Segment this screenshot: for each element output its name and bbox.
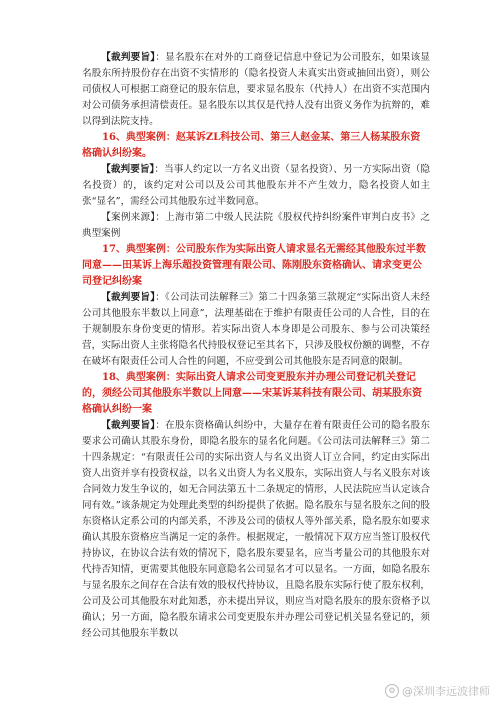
paragraph-case-source (82, 210, 430, 242)
paragraph-ruling-summary-2 (82, 162, 430, 210)
paragraph-ruling-summary-1 (82, 50, 430, 130)
paragraph-text: ：《公司法司法解释三》第二十四条第三款规定“实际出资人未经公司其他股东半数以上同意”，法理基础在于维护有限责任公司的人合性，目的在于规制股东身份变更的情形。若实际出资人本身即是公司股东、参与公司决策经营，实际出资人主张将隐名代持股权登记至其名下，只涉及股权份额的调整，不存在破坏有限责任公司人合性的问题，不应受到公司其他股东是否同意的限制。 (82, 292, 431, 367)
paragraph-text: ：上海市第二中级人民法院《股权代持纠纷案件审判白皮书》之典型案例 (82, 212, 431, 239)
watermark (385, 683, 490, 699)
paragraph-text: ：显名股东在对外的工商登记信息中登记为公司股东，如果该显名股东所持股份存在出资不实情形的（隐名投资人未真实出资或抽回出资），则公司债权人可根据工商登记的股东信息，要求显名股东（代持人）在出资不实范围内对公司债务承担清偿责任。显名股东以其仅是代持人没有出资义务作为抗辩的，难以得到法院支持。 (82, 52, 431, 127)
gear-icon: ⚙ (385, 684, 399, 698)
source-tag: 【案例来源】 (101, 212, 156, 223)
ruling-tag: 【裁判要旨】 (101, 164, 155, 175)
paragraph-ruling-summary-3 (82, 290, 430, 370)
case-heading-16: 16、典型案例：赵某诉ZL科技公司、第三人赵金某、第三人杨某股东资格确认纠纷案。 (82, 132, 421, 159)
paragraph-text: ：在股东资格确认纠纷中，大量存在着有限责任公司的隐名股东要求公司确认其股东身份，即隐名股东的显名化问题。《公司法司法解释三》第二十四条规定：“有限责任公司的实际出资人与名义出资人订立合同，约定由实际出资人出资并享有投资权益，以名义出资人为名义股东，实际出资人与名义股东对该合同效力发生争议的，如无合同法第五十二条规定的情形，人民法院应当认定该合同有效。”该条规定为处理此类型的纠纷提供了依据。隐名股东与显名股东之间的股东资格认定系公司的内部关系，不涉及公司的债权人等外部关系，隐名股东如要求确认其股东资格应当满足一定的条件。根据规定，一般情况下双方应当签订股权代持协议，在协议合法有效的情况下，隐名股东要显名，应当考量公司的其他股东对代持否知情，更需要其他股东同意隐名公司显名才可以显名。一方面，如隐名股东与显名股东之间存在合法有效的股权代持协议，且隐名股东实际行使了股东权利，公司及公司其他股东对此知悉，亦未提出异议，则应当对隐名股东的股东资格予以确认；另一方面，隐名股东请求公司变更股东并办理公司登记机关显名登记的，须经公司其他股东半数以 (82, 420, 431, 639)
watermark-text: @深圳李远波律师 (402, 685, 490, 698)
ruling-tag: 【裁判要旨】 (101, 52, 156, 63)
ruling-tag: 【裁判要旨】 (101, 292, 156, 303)
paragraph-ruling-summary-4 (82, 418, 430, 642)
ruling-tag: 【裁判要旨】 (101, 420, 156, 431)
paragraph-text: ：当事人约定以一方名义出资（显名投资）、另一方实际出资（隐名投资）的，该约定对公司以及公司其他股东并不产生效力，隐名投资人如主张“显名”，需经公司其他股东过半数同意。 (82, 164, 431, 207)
case-heading-18: 18、典型案例：实际出资人请求公司变更股东并办理公司登记机关登记的，须经公司其他股东半数以上同意——宋某诉某科技有限公司、胡某股东资格确认纠纷一案 (82, 372, 422, 415)
case-heading-17: 17、典型案例：公司股东作为实际出资人请求显名无需经其他股东过半数同意——田某诉上海乐超投资管理有限公司、陈刚股东资格确认、请求变更公司登记纠纷案 (82, 244, 426, 287)
